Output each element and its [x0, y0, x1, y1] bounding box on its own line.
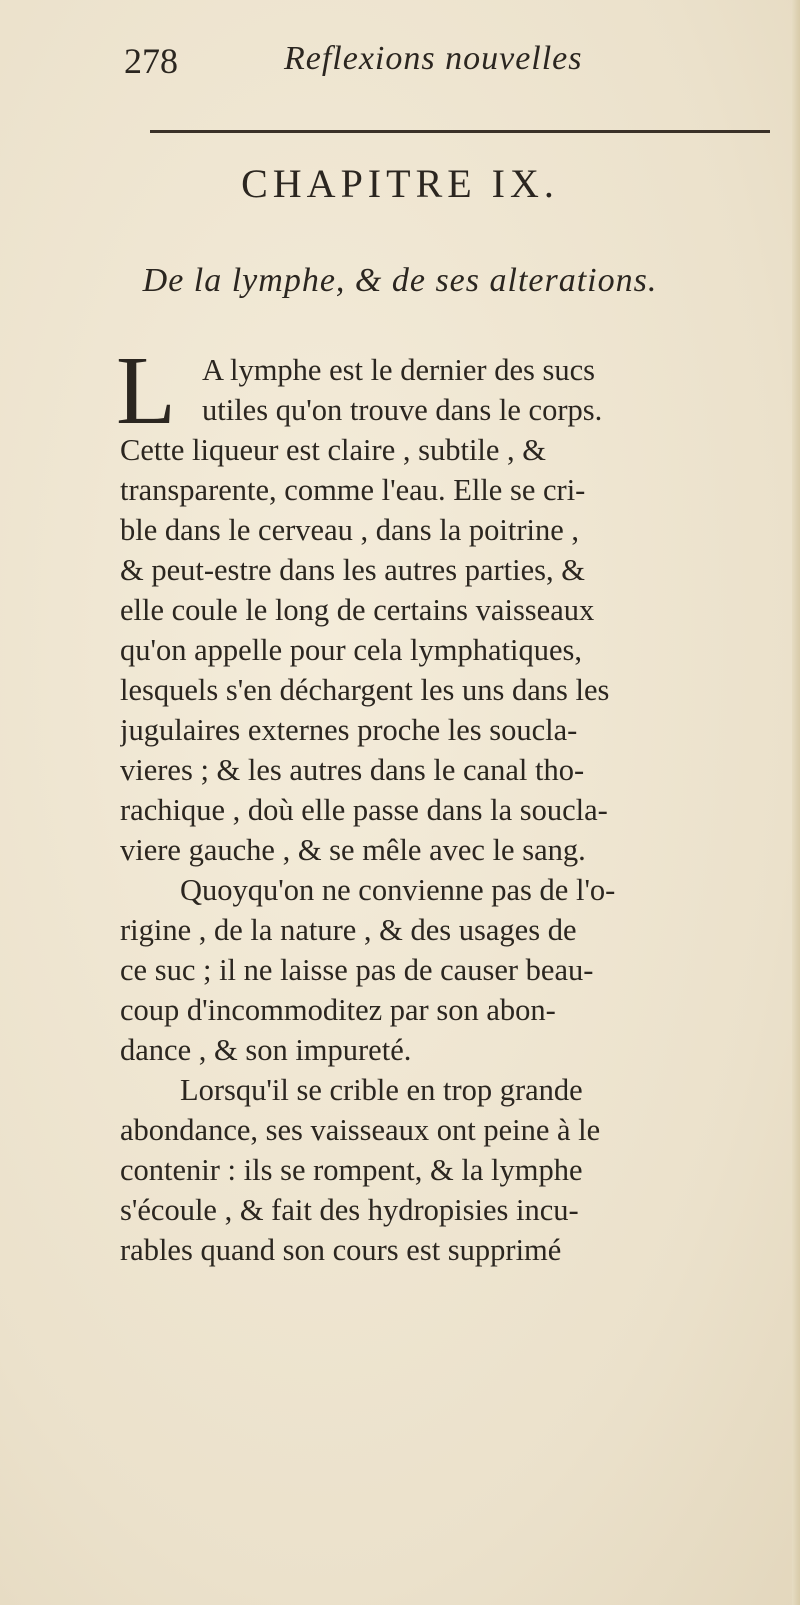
text-line: contenir : ils se rompent, & la lymphe	[120, 1153, 583, 1187]
header-rule	[150, 130, 770, 133]
page-number: 278	[124, 41, 178, 81]
running-title: Reflexions nouvelles	[284, 40, 583, 77]
text-line: A lymphe est le dernier des sucs	[202, 353, 596, 387]
drop-cap: L	[116, 337, 176, 445]
text-line: rables quand son cours est supprimé	[120, 1233, 562, 1267]
page-header	[124, 40, 684, 90]
text-line: s'écoule , & fait des hydropisies incu-	[120, 1193, 579, 1227]
text-line: & peut-estre dans les autres parties, &	[120, 553, 585, 587]
text-line: vieres ; & les autres dans le canal tho-	[120, 753, 585, 787]
chapter-title: CHAPITRE IX.	[241, 161, 559, 206]
first-paragraph-opening	[116, 337, 780, 445]
text-line: Cette liqueur est claire , subtile , &	[120, 433, 547, 467]
text-line: rachique , doù elle passe dans la soucla-	[120, 793, 608, 827]
text-line: Lorsqu'il se crible en trop grande	[180, 1073, 583, 1107]
text-line: elle coule le long de certains vaisseaux	[120, 593, 595, 627]
text-line: viere gauche , & se mêle avec le sang.	[120, 833, 586, 867]
text-line: jugulaires externes proche les soucla-	[120, 713, 578, 747]
text-line: abondance, ses vaisseaux ont peine à le	[120, 1113, 601, 1147]
text-line: Quoyqu'on ne convienne pas de l'o-	[180, 873, 616, 907]
text-line: coup d'incommoditez par son abon-	[120, 993, 556, 1027]
text-line: utiles qu'on trouve dans le corps.	[202, 393, 603, 427]
body-text	[116, 337, 780, 1270]
page-edge	[792, 0, 800, 1605]
text-line: lesquels s'en déchargent les uns dans les	[120, 673, 610, 707]
text-line: rigine , de la nature , & des usages de	[120, 913, 577, 947]
text-line: transparente, comme l'eau. Elle se cri-	[120, 473, 586, 507]
text-line: dance , & son impureté.	[120, 1033, 412, 1067]
text-line: qu'on appelle pour cela lymphatiques,	[120, 633, 583, 667]
text-line: ble dans le cerveau , dans la poitrine ,	[120, 513, 580, 547]
chapter-subtitle: De la lymphe, & de ses alterations.	[142, 262, 658, 299]
text-line: ce suc ; il ne laisse pas de causer beau-	[120, 953, 594, 987]
